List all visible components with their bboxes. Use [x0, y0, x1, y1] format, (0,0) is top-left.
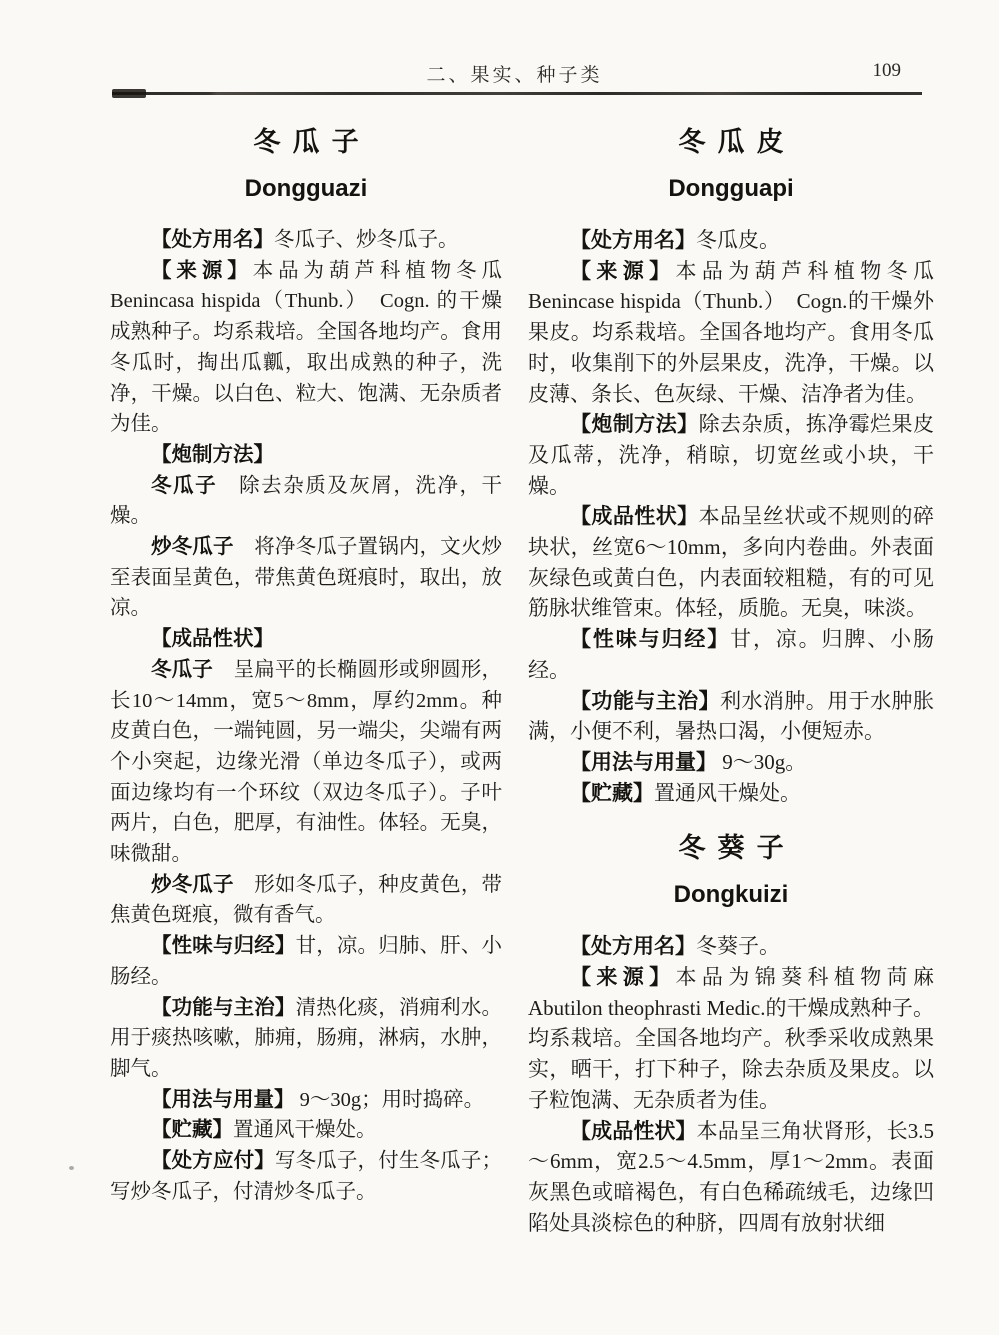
field-text: 置通风干燥处。 [233, 1119, 377, 1142]
field-text: 冬瓜皮。 [696, 228, 780, 252]
paragraph-paozhifangfa [110, 440, 502, 471]
field-label: 【成品性状】 [151, 628, 274, 651]
field-text: 利水消肿。用于水肿胀满，小便不利，暑热口渴，小便短赤。 [528, 688, 934, 744]
monograph-title-cn: 冬葵子 [678, 833, 796, 864]
field-text: 写冬瓜子，付生冬瓜子；写炒冬瓜子，付清炒冬瓜子。 [110, 1150, 502, 1203]
field-label: 【贮藏】 [570, 780, 654, 805]
field-text: 本品呈丝状或不规则的碎块状，丝宽6～10mm，多向内卷曲。外表面灰绿色或黄白色，内表面较粗糙，有的可见筋脉状维管束。体轻，质脆。无臭，味淡。 [528, 504, 934, 621]
paragraph-dongguazi-desc [110, 655, 502, 870]
monograph-title-pinyin: Dongguazi [244, 175, 368, 202]
monograph-dongkuizi [528, 832, 934, 1238]
monograph-title-cn: 冬瓜皮 [678, 127, 796, 157]
field-text: 将净冬瓜子置锅内，文火炒至表面呈黄色，带焦黄色斑痕时，取出，放凉。 [110, 536, 502, 620]
section-title: 二、果实、种子类 [426, 65, 603, 86]
scan-speck [69, 1166, 74, 1170]
field-label: 冬瓜子 [151, 658, 213, 681]
field-text: 本品为葫芦科植物冬瓜 Benincasa hispida（Thunb.） Cogn. 的干燥成熟种子。均系栽培。全国各地均产。食用冬瓜时，掏出瓜瓤，取出成熟的种子，洗净，干燥。以白色、粒大、饱满、无杂质者为佳。 [110, 259, 503, 436]
monograph-body [528, 931, 934, 1238]
field-label: 【处方用名】 [151, 229, 274, 251]
paragraph-chaodongguazi-method [110, 532, 502, 624]
paragraph-chaodongguazi-desc [110, 870, 502, 931]
paragraph-chengpinxingzhuang [110, 624, 502, 655]
column-right [528, 110, 934, 1238]
paragraph-yongfayuyongliang [528, 747, 934, 778]
paragraph-laiyuan [528, 962, 934, 1116]
field-text: 甘，凉。归肺、肝、小肠经。 [110, 935, 502, 988]
field-text: 除去杂质及灰屑，洗净，干燥。 [110, 474, 503, 528]
paragraph-gongnengyuzhuzhi [110, 993, 502, 1085]
field-text: 本品为葫芦科植物冬瓜Benincase hispida（Thunb.） Cogn.的干燥外果皮。均系栽培。全国各地均产。食用冬瓜时，收集削下的外层果皮，洗净，干燥。以皮薄、条长、色灰绿、干燥、洁净者为佳。 [528, 258, 935, 406]
monograph-dongguapi [528, 126, 934, 808]
field-label: 炒冬瓜子 [151, 536, 234, 559]
monograph-body [110, 225, 502, 1208]
paragraph-chufangyongming [528, 225, 934, 256]
monograph-title-pinyin: Dongkuizi [673, 881, 789, 909]
field-label: 【贮藏】 [151, 1119, 233, 1142]
field-label: 【用法与用量】 [151, 1088, 295, 1111]
field-label: 【成品性状】 [570, 504, 699, 529]
paragraph-gongnengyuzhuzhi [528, 686, 934, 747]
header-divider-rule [112, 92, 922, 95]
paragraph-chufangyongming [110, 225, 502, 256]
field-label: 【来源】 [570, 965, 676, 990]
paragraph-chufangyingfu [110, 1146, 502, 1207]
field-label: 【处方用名】 [570, 228, 696, 252]
field-text: 置通风干燥处。 [654, 780, 801, 805]
running-head [110, 60, 919, 86]
field-text: 冬瓜子、炒冬瓜子。 [274, 229, 459, 251]
paragraph-laiyuan [110, 256, 502, 440]
field-text: 本品呈三角状肾形，长3.5～6mm，宽2.5～4.5mm，厚1～2mm。表面灰黑色或暗褐色，有白色稀疏绒毛，边缘凹陷处具淡棕色的种脐，四周有放射状细 [528, 1118, 934, 1235]
paragraph-dongguazi-method [110, 471, 502, 532]
field-label: 【功能与主治】 [151, 996, 296, 1019]
paragraph-zhucang [528, 778, 934, 809]
field-label: 【炮制方法】 [151, 443, 274, 466]
paragraph-zhucang [110, 1115, 502, 1146]
paragraph-chengpinxingzhuang [528, 1116, 934, 1239]
field-label: 【功能与主治】 [570, 688, 721, 713]
field-label: 【性味与归经】 [151, 935, 296, 958]
field-label: 【来源】 [570, 258, 676, 283]
field-text: 9～30g。 [717, 749, 807, 774]
field-label: 【性味与归经】 [570, 627, 731, 652]
paragraph-xingweiyuguijing [110, 931, 502, 992]
field-label: 【炮制方法】 [570, 412, 699, 437]
field-text: 除去杂质，拣净霉烂果皮及瓜蒂，洗净，稍晾，切宽丝或小块，干燥。 [528, 412, 934, 498]
field-label: 炒冬瓜子 [151, 873, 234, 896]
field-label: 冬瓜子 [151, 474, 218, 497]
monograph-dongguazi [110, 126, 502, 1208]
field-label: 【处方应付】 [151, 1150, 275, 1173]
paragraph-xingweiyuguijing [528, 624, 934, 685]
field-text: 冬葵子。 [696, 934, 780, 959]
field-text: 清热化痰，消痈利水。用于痰热咳嗽，肺痈，肠痈，淋病，水肿，脚气。 [110, 996, 502, 1080]
monograph-title-pinyin: Dongguapi [668, 175, 794, 202]
field-text: 形如冬瓜子，种皮黄色，带焦黄色斑痕，微有香气。 [110, 873, 502, 927]
field-label: 【成品性状】 [570, 1118, 697, 1143]
column-left [110, 110, 502, 1208]
paragraph-chengpinxingzhuang [528, 501, 934, 624]
field-text: 本品为锦葵科植物苘麻Abutilon theophrasti Medic.的干燥成熟种子。均系栽培。全国各地均产。秋季采收成熟果实，晒干，打下种子，除去杂质及果皮。以子粒饱满、无杂质者为佳。 [528, 965, 935, 1112]
paragraph-chufangyongming [528, 931, 934, 962]
monograph-body [528, 225, 934, 808]
field-text: 甘，凉。归脾、小肠经。 [528, 627, 935, 682]
paragraph-paozhifangfa [528, 409, 934, 501]
paragraph-yongfayuyongliang [110, 1085, 502, 1116]
paragraph-laiyuan [528, 256, 934, 410]
field-label: 【用法与用量】 [570, 749, 717, 774]
field-text: 呈扁平的长椭圆形或卵圆形，长10～14mm，宽5～8mm，厚约2mm。种皮黄白色，一端钝圆，另一端尖，尖端有两个小突起，边缘光滑（单边冬瓜子），或两面边缘均有一个环纹（双边冬瓜子）。子叶两片，白色，肥厚，有油性。体轻。无臭，味微甜。 [110, 658, 502, 866]
field-label: 【处方用名】 [570, 934, 696, 959]
field-label: 【来源】 [151, 259, 253, 282]
monograph-title-cn: 冬瓜子 [253, 127, 371, 157]
field-text: 9～30g；用时捣碎。 [294, 1088, 485, 1111]
page-number: 109 [872, 60, 901, 81]
